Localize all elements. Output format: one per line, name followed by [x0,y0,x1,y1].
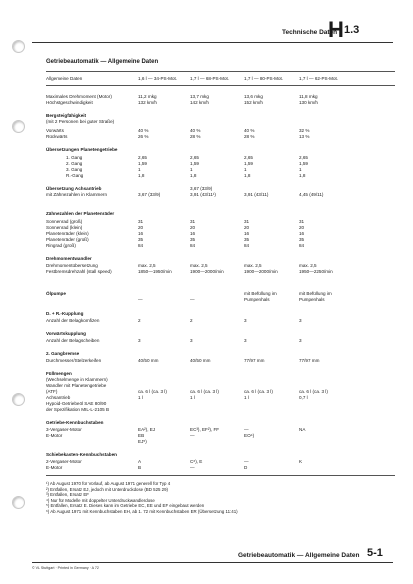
row-value: 16 [299,231,305,236]
row-value: 26 % [138,134,149,139]
row-value: — [190,433,195,438]
row-label: 2-Vergaser-Motor [46,459,82,464]
row-label: Achsantrieb [46,395,71,400]
row-value: 1 l [138,395,143,400]
row-value: 1 [299,167,302,172]
row-value: 1 [244,167,247,172]
row-label: Übersetzung Achsantrieb [46,186,102,191]
row-label: (mit 2 Personen bei guter Straße) [46,119,115,124]
row-value: max. 2,5 [244,263,262,268]
row-value: 1,8 [299,173,306,178]
row-value: 1,8 [244,173,251,178]
row-value: 4,45 (49/11) [299,192,324,197]
row-value: D [244,465,248,470]
row-value: 13 % [299,134,310,139]
row-value: EC³), EF²), FF [190,427,220,432]
row-label: R.-Gang [66,173,84,178]
row-value: 84 [244,243,250,248]
row-label: 1. Gang [66,155,83,160]
footer-rule [32,562,393,563]
row-value: 31 [299,219,305,224]
row-value: 77/97 mm [244,358,265,363]
row-value: NA [299,427,306,432]
table-header-rule [46,85,395,86]
row-value: 1,59 [190,161,199,166]
row-label: 2. Gang [66,161,83,166]
row-value: 28 % [190,134,201,139]
row-label: Durchmesser/Stelzerkeifen [46,358,102,363]
row-value: 152 km/h [244,100,263,105]
row-label: Schiebekasten-Kennbuchstaben [46,452,117,457]
row-value: mit Befüllung im [299,291,332,296]
row-value: 1 [138,167,141,172]
footer-section-title: Getriebeautomatik — Allgemeine Daten [238,552,360,559]
row-value: ca. 6 l (ca. 3 l) [244,389,273,394]
footnote: ¹) Ab August 1970 für Vorlauf, ab August 1971 generell für Typ 4 [46,481,171,486]
row-value: 28 % [244,134,255,139]
row-label: Anzahl der Belagkomfizen [46,318,100,323]
row-value: 2,65 [244,155,253,160]
row-value: 142 km/h [190,100,209,105]
row-value: 40/50 mm [138,358,159,363]
row-value: 3,91 (43/11¹) [190,192,216,197]
row-value: 1,8 [138,173,145,178]
row-value: 3,67 (33/9) [190,186,213,191]
row-label: mit Zähnezahlen in Klammern [46,192,108,197]
row-value: 16 [138,231,144,236]
row-value: max. 2,5 [299,263,317,268]
row-value: 1,8 [190,173,197,178]
row-value: 20 [138,225,144,230]
row-label: Sonnenrad (klein) [46,225,83,230]
header-mark-letter: H [328,17,343,42]
row-label: Vorwärtskupplung [46,331,86,336]
row-value: 3,91 (43/11) [244,192,269,197]
page-number: 5-1 [367,547,383,559]
row-label: Ringrad (groß) [46,243,76,248]
row-label: (Wechselmenge in Klammern) [46,377,108,382]
row-value: 132 km/h [138,100,157,105]
row-label: Planetenräder (groß) [46,237,89,242]
row-value: 35 [299,237,305,242]
row-value: — [190,465,195,470]
row-value: C⁶), E [190,459,203,464]
row-value: mit Befüllung im [244,291,277,296]
row-label: Drehmomentübersetzung [46,263,98,268]
row-value: 11,8 mkg [299,94,318,99]
row-label: Drehmomentwandler [46,256,92,261]
row-value: 40/50 mm [190,358,211,363]
footnote: ⁵) Entfallen, Ersatz E. Dieses kann im Getriebe EC, EE und EF eingebaut werden [46,503,205,508]
print-info: © VL Stuttgart · Printed in Germany · A 72 [32,566,99,570]
row-value: 1 l [190,395,195,400]
row-value: 130 km/h [299,100,318,105]
row-value: 3,67 (33/9) [138,192,161,197]
header-section-title: Technische Daten [282,29,338,36]
row-value: 13,6 mkg [244,94,263,99]
row-value: 1 [190,167,193,172]
row-label: Übersetzungen Planetengetriebe [46,147,118,152]
row-value: 84 [138,243,144,248]
row-value: 1850—1950/min [138,269,172,274]
row-value: EA²), EJ [138,427,156,432]
row-value: 3 [244,318,247,323]
row-label: Zähnezahlen der Planetenräder [46,211,115,216]
row-value: Pumpenhals [299,297,325,302]
row-value: 1900—2000/min [190,269,224,274]
header-mark-number: 1.3 [344,24,360,36]
row-value: 3 [299,338,302,343]
row-value: 35 [190,237,196,242]
row-value: 2 [190,318,193,323]
row-value: 3 [299,318,302,323]
row-value: 2,65 [190,155,199,160]
row-label: Hypoid-Getriebeöl SAE 80/90 [46,401,107,406]
row-label: Vorwärts [46,128,64,133]
row-value: 1,59 [244,161,253,166]
row-value: Pumpenhals [244,297,270,302]
row-value: 2,65 [138,155,147,160]
punch-hole-lower [12,393,25,406]
row-value: 40 % [244,128,255,133]
row-value: 2,65 [299,155,308,160]
row-label: Höchstgeschwindigkeit [46,100,93,105]
row-value: 31 [244,219,250,224]
row-value: EJ⁵) [138,439,147,444]
row-value: 3 [190,338,193,343]
row-value: — [190,297,195,302]
table-top-rule [46,71,395,72]
row-label: Bergsteigfähigkeit [46,113,87,118]
row-value: B [138,465,142,470]
page-title: Getriebeautomatik — Allgemeine Daten [46,59,159,65]
column-header: 1,7 l — 62-PS-Mot. [299,76,339,81]
punch-hole-upper [12,120,25,133]
row-label: D. + R.-Kupplung [46,311,84,316]
row-value: 1 l [244,395,249,400]
row-value: 11,2 mkg [138,94,157,99]
row-value: 84 [299,243,305,248]
row-value: 84 [190,243,196,248]
row-label: (ATF) [46,389,58,394]
row-value: A [138,459,142,464]
row-value: 20 [244,225,250,230]
row-value: 20 [190,225,196,230]
column-header: 1,6 l — 34-PS-Mot. [138,76,178,81]
row-value: K [299,459,303,464]
row-label: Anzahl der Belagscheiben [46,338,100,343]
row-value: 31 [190,219,196,224]
punch-hole-top [12,40,25,53]
row-value: 31 [138,219,144,224]
row-value: EB [138,433,145,438]
row-value: 20 [299,225,305,230]
row-value: max. 2,5 [190,263,208,268]
row-label: Rückwärts [46,134,68,139]
row-label: Füllmengen [46,371,72,376]
footnote: ³) Entfallen, Ersatz EF [46,492,89,497]
row-value: 16 [190,231,196,236]
column-header: Allgemeine Daten [46,76,83,81]
column-header: 1,7 l — 80-PS-Mot. [244,76,284,81]
row-value: max. 2,5 [138,263,156,268]
row-label: Maximales Drehmoment (Motor) [46,94,112,99]
row-value: 2 [138,318,141,323]
footnote: ²) Entfallen, Ersatz EJ, jedoch mit Unterdruckdose (BD 525 29) [46,486,169,492]
row-label: E-Motor [46,433,63,438]
row-label: Sonnenrad (groß) [46,219,83,224]
row-value: 0,7 l [299,395,308,400]
row-value: — [244,427,249,432]
punch-hole-bottom [12,496,25,509]
row-value: 35 [138,237,144,242]
row-value: 1,59 [299,161,308,166]
row-value: 40 % [138,128,149,133]
row-label: der Spezifikation MIL-L-2105 B [46,407,110,412]
row-label: 3. Gang [66,167,83,172]
row-value: — [138,297,143,302]
row-label: 3-Vergaser-Motor [46,427,82,432]
row-value: 3 [244,338,247,343]
row-value: ca. 6 l (ca. 3 l) [138,389,167,394]
row-value: 13,7 mkg [190,94,209,99]
row-value: — [244,459,249,464]
footnotes [46,481,238,514]
row-value: 77/97 mm [299,358,320,363]
row-label: Planetenräder (klein) [46,231,89,236]
header-rule [32,42,393,43]
row-value: 35 [244,237,250,242]
table-bottom-rule [46,475,395,476]
row-label: E-Motor [46,465,63,470]
row-value: ca. 6 l (ca. 3 l) [190,389,219,394]
row-label: Ölpumpe [46,291,66,296]
footnote: ⁴) Nur für Modelle mit doppelter Unterdruckwandlerdose [46,497,155,503]
row-value: EO⁴) [244,433,255,438]
row-value: 40 % [190,128,201,133]
row-label: 2. Gangbremse [46,351,80,356]
row-value: 16 [244,231,250,236]
row-value: 3 [138,338,141,343]
row-value: 1900—2000/min [244,269,278,274]
footnote: ⁶) Ab August 1971 mit Kennbuchstaben EH, ab 1. 72 mit Kennbuchstaben ER (Übersetzung 11:41) [46,508,238,514]
row-value: 32 % [299,128,310,133]
row-label: Getriebe-Kennbuchstaben [46,420,104,425]
row-label: Festbremsdrehzahl (stall speed) [46,269,112,274]
column-header: 1,7 l — 68-PS-Mot. [190,76,230,81]
row-value: 1950—2250/min [299,269,333,274]
row-value: ca. 6 l (ca. 3 l) [299,389,328,394]
row-value: 1,59 [138,161,147,166]
row-label: Wandler mit Planetengetriebe [46,383,107,388]
